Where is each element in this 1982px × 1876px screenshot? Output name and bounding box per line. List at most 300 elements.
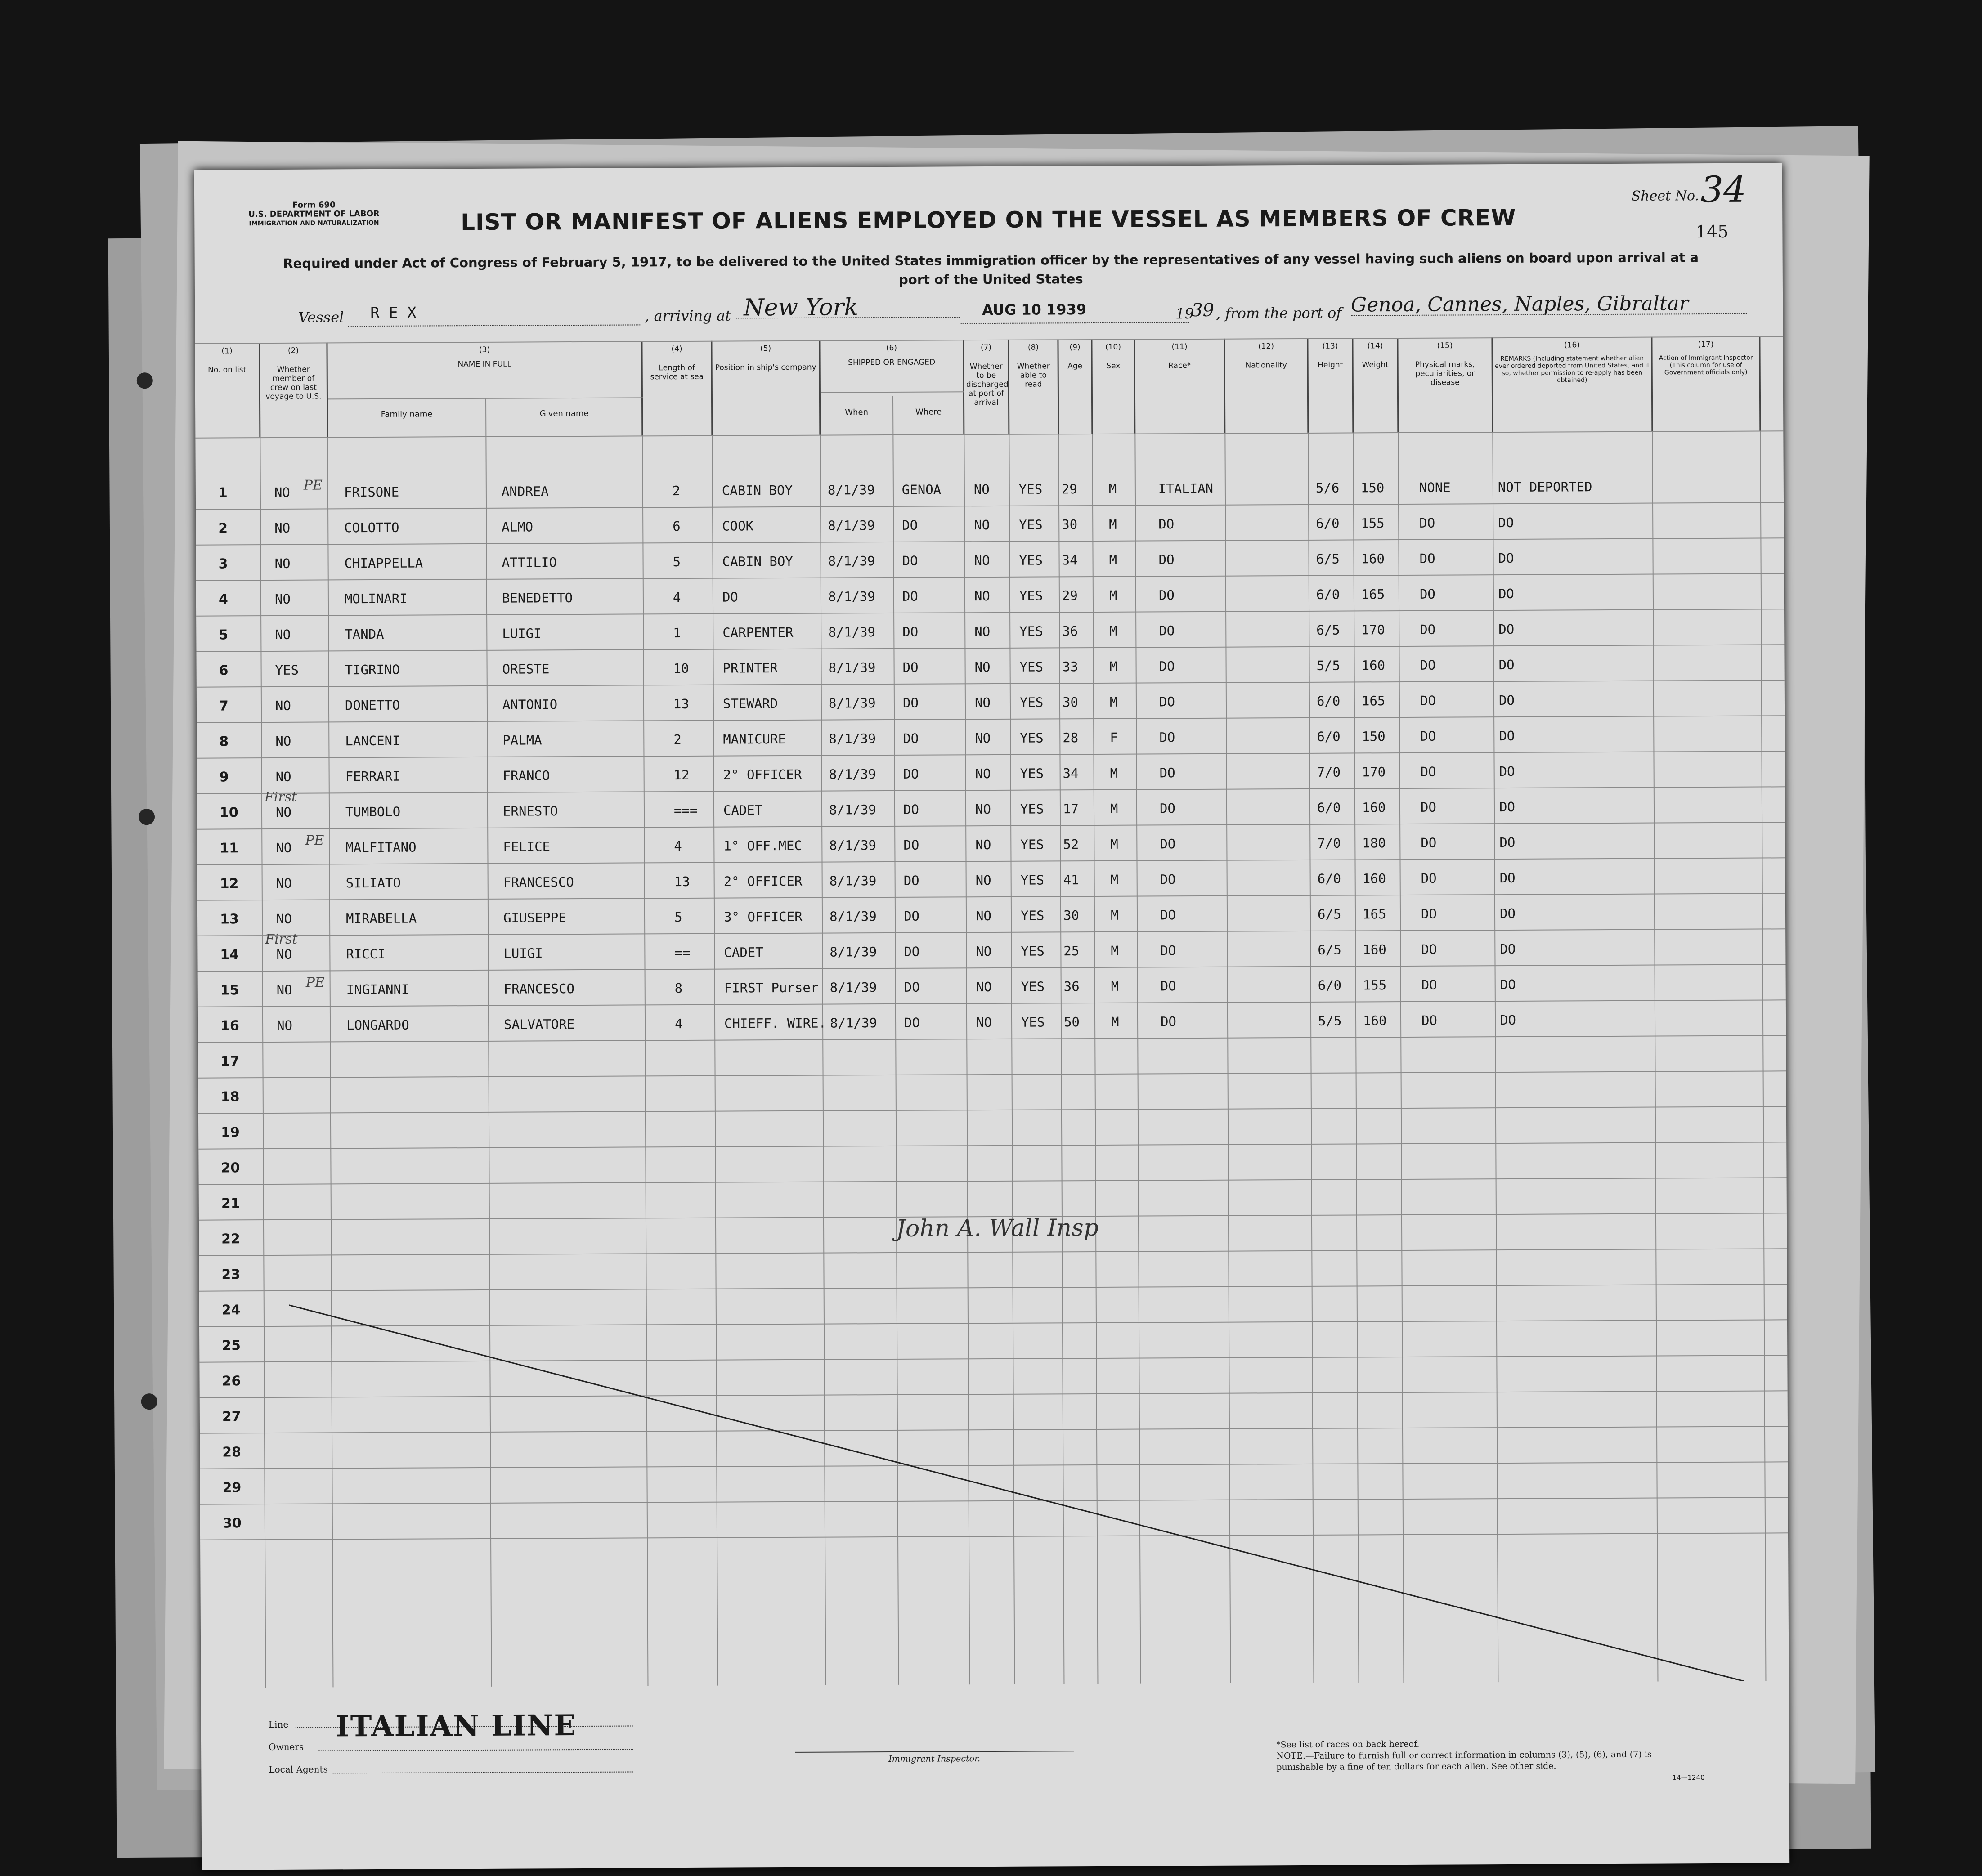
discharged: NO (975, 766, 991, 782)
height: 5/5 (1316, 658, 1341, 673)
sex: M (1110, 907, 1119, 923)
remarks: DO (1498, 621, 1515, 637)
binder-hole (137, 372, 153, 389)
able-to-read: YES (1020, 837, 1044, 852)
shipped-when: 8/1/39 (830, 980, 877, 995)
remarks: DO (1499, 799, 1515, 815)
arrival-date-stamp: AUG 10 1939 (960, 300, 1189, 324)
family-name: RICCI (346, 946, 386, 962)
column-number: (11) (1171, 342, 1188, 352)
race: DO (1159, 730, 1175, 745)
sheet-number-value: 34 (1700, 168, 1747, 211)
column-number: (10) (1105, 342, 1121, 352)
shipped-where: DO (902, 553, 918, 569)
family-name: SILIATO (345, 875, 401, 891)
column-number: (6) (886, 343, 897, 353)
form-service: IMMIGRATION AND NATURALIZATION (249, 219, 379, 228)
able-to-read: YES (1020, 730, 1044, 746)
service-length: 10 (673, 660, 689, 676)
given-name-subheader: Given name (539, 408, 589, 419)
discharged: NO (974, 517, 990, 533)
strike-line (289, 1299, 1744, 1688)
height: 7/0 (1317, 764, 1341, 780)
binder-hole (139, 809, 155, 825)
age: 36 (1063, 979, 1080, 994)
crew-last-voyage: YES (275, 662, 299, 678)
weight: 160 (1363, 1013, 1387, 1029)
physical-marks: DO (1419, 551, 1435, 566)
row-number: 24 (221, 1302, 241, 1318)
vessel-label: Vessel (298, 309, 344, 326)
row-number: 14 (220, 947, 239, 963)
service-length: 12 (673, 767, 690, 783)
service-length: 5 (673, 554, 681, 570)
height: 6/0 (1316, 693, 1341, 709)
owners-label: Owners (269, 1741, 304, 1753)
crew-last-voyage: NO (276, 875, 292, 891)
column-label: Nationality (1245, 361, 1287, 370)
race: DO (1160, 872, 1176, 887)
given-name: LUIGI (503, 945, 543, 961)
sex: M (1109, 658, 1118, 674)
column-label: Race* (1168, 361, 1191, 371)
weight: 155 (1363, 977, 1387, 993)
local-agents-field (332, 1760, 633, 1773)
column-label: Sex (1106, 361, 1121, 371)
remarks: DO (1499, 763, 1515, 779)
race: DO (1158, 516, 1175, 532)
shipped-when: 8/1/39 (829, 766, 876, 782)
column-number: (8) (1027, 343, 1039, 352)
shipped-when: 8/1/39 (829, 909, 877, 924)
service-length: 2 (672, 483, 681, 499)
remarks: DO (1498, 657, 1515, 673)
given-name: ORESTE (502, 661, 550, 677)
race: DO (1159, 694, 1175, 710)
height: 5/6 (1315, 480, 1340, 496)
race: DO (1160, 836, 1176, 852)
shipped-where: DO (903, 730, 919, 746)
family-name: LANCENI (345, 733, 400, 749)
physical-marks: DO (1421, 870, 1437, 886)
age: 34 (1062, 552, 1078, 568)
shipped-when: 8/1/39 (828, 624, 876, 640)
height: 6/0 (1316, 515, 1340, 531)
vessel-name: R E X (348, 303, 640, 327)
shipped-where: DO (902, 517, 918, 533)
column-label: Action of Immigrant Inspector (This column for use of Government officials only) (1659, 354, 1753, 376)
remarks: DO (1499, 870, 1516, 886)
weight: 150 (1360, 480, 1385, 496)
pencil-annotation: PE (303, 477, 323, 493)
shipped-where: DO (902, 624, 919, 640)
shipped-when: 8/1/39 (828, 589, 875, 604)
service-length: 4 (674, 838, 682, 854)
shipped-where: DO (903, 801, 919, 817)
row-number: 30 (222, 1515, 242, 1531)
position: STEWARD (722, 696, 778, 712)
discharged: NO (974, 624, 991, 640)
physical-marks: DO (1420, 799, 1436, 815)
service-length: 1 (673, 625, 681, 641)
age: 52 (1063, 837, 1079, 852)
remarks: DO (1498, 550, 1514, 566)
age: 30 (1062, 694, 1078, 710)
column-number: (9) (1069, 343, 1081, 352)
sex: M (1108, 481, 1117, 497)
physical-marks: DO (1420, 657, 1436, 673)
able-to-read: YES (1019, 694, 1044, 710)
race: DO (1159, 801, 1175, 816)
discharged: NO (976, 1015, 992, 1030)
physical-marks: DO (1421, 906, 1437, 922)
weight: 165 (1362, 906, 1386, 922)
race: DO (1159, 765, 1175, 781)
race: DO (1160, 943, 1176, 958)
weight: 170 (1361, 622, 1385, 638)
row-number: 16 (220, 1018, 239, 1034)
row-number: 2 (218, 520, 228, 537)
service-length: 4 (673, 590, 681, 605)
position: CADET (724, 945, 763, 960)
physical-marks: DO (1420, 728, 1436, 744)
pencil-annotation: PE (305, 975, 325, 991)
crew-last-voyage: NO (275, 627, 291, 642)
age: 30 (1063, 908, 1080, 923)
sex: M (1110, 801, 1118, 816)
service-length: 6 (673, 519, 681, 534)
shipped-where: DO (903, 766, 919, 782)
row-number: 4 (218, 591, 228, 608)
remarks: DO (1500, 976, 1516, 993)
row-number: 1 (218, 485, 228, 501)
cancellation-line (195, 336, 1789, 1688)
physical-marks: DO (1421, 835, 1437, 851)
row-number: 7 (219, 698, 229, 714)
given-name: SALVATORE (503, 1016, 575, 1032)
crew-last-voyage: NO (274, 520, 291, 536)
family-name: LONGARDO (346, 1017, 409, 1033)
pencil-annotation: First (265, 931, 298, 948)
discharged: NO (975, 873, 991, 888)
local-agents-label: Local Agents (269, 1764, 328, 1775)
able-to-read: YES (1020, 766, 1044, 781)
position: FIRST Purser (724, 980, 819, 996)
column-number: (17) (1698, 340, 1714, 349)
shipped-when: 8/1/39 (828, 695, 876, 711)
service-length: 2 (673, 732, 682, 748)
column-number: (1) (221, 346, 233, 356)
crew-last-voyage: NO (276, 982, 292, 998)
family-name: FRISONE (344, 484, 399, 500)
row-number: 19 (221, 1124, 240, 1141)
race: ITALIAN (1158, 480, 1214, 497)
able-to-read: YES (1020, 801, 1044, 817)
page-title: LIST OR MANIFEST OF ALIENS EMPLOYED ON THE VESSEL AS MEMBERS OF CREW (461, 204, 1516, 236)
given-name: ANDREA (501, 484, 549, 499)
race: DO (1159, 658, 1175, 674)
race: DO (1158, 587, 1175, 603)
height: 6/0 (1318, 977, 1342, 993)
position: CARPENTER (722, 624, 794, 640)
family-name: COLOTTO (344, 519, 399, 536)
column-number: (3) (479, 345, 490, 354)
crew-last-voyage: NO (276, 911, 292, 927)
family-name: TUMBOLO (345, 804, 401, 820)
height: 6/5 (1317, 906, 1341, 922)
able-to-read: YES (1019, 659, 1044, 675)
column-number: (5) (760, 344, 771, 354)
age: 29 (1061, 481, 1077, 497)
sex: M (1109, 694, 1118, 710)
discharged: NO (974, 659, 991, 675)
age: 50 (1063, 1014, 1080, 1030)
age: 29 (1062, 588, 1078, 604)
crew-last-voyage: NO (275, 804, 291, 820)
discharged: NO (975, 801, 991, 817)
age: 28 (1063, 730, 1079, 746)
year-prefix: 19 (1175, 305, 1194, 322)
crew-last-voyage: NO (276, 840, 292, 855)
position: CABIN BOY (722, 553, 793, 569)
age: 25 (1063, 943, 1080, 959)
age: 33 (1062, 659, 1078, 675)
discharged: NO (975, 730, 991, 746)
weight: 160 (1362, 800, 1386, 815)
age: 41 (1063, 872, 1079, 888)
weight: 150 (1362, 729, 1386, 744)
given-name: FRANCO (502, 768, 550, 784)
height: 6/5 (1316, 622, 1340, 638)
footer-notes (1276, 1737, 1681, 1773)
family-name: TIGRINO (345, 662, 400, 678)
shipped-where: DO (904, 1015, 920, 1030)
column-number: (16) (1564, 340, 1580, 350)
discharged: NO (974, 553, 990, 569)
row-number: 26 (222, 1373, 241, 1389)
row-number: 21 (221, 1195, 240, 1212)
remarks: DO (1498, 515, 1514, 531)
owners-field (318, 1738, 633, 1751)
able-to-read: YES (1018, 481, 1043, 497)
year-suffix: 39 (1191, 300, 1215, 321)
column-number: (2) (287, 346, 299, 355)
remarks: NOT DEPORTED (1498, 479, 1592, 495)
pencil-annotation: PE (305, 833, 324, 849)
row-number: 6 (219, 663, 229, 679)
position: 3° OFFICER (723, 909, 803, 925)
where-subheader: Where (915, 407, 942, 417)
shipped-where: DO (902, 588, 918, 604)
row-number: 12 (220, 876, 239, 892)
row-number: 25 (222, 1338, 241, 1354)
column-label: Length of service at sea (650, 363, 704, 382)
crew-last-voyage: NO (276, 946, 292, 962)
line-label: Line (268, 1719, 289, 1730)
family-name-subheader: Family name (381, 409, 433, 419)
races-note: *See list of races on back hereof. (1276, 1739, 1420, 1750)
column-number: (7) (980, 343, 992, 353)
physical-marks: DO (1421, 977, 1437, 993)
penalty-note: NOTE.—Failure to furnish full or correct information in columns (3), (5), (6), and (7) is punishable by a fine of ten dollars for each alien. See other side. (1276, 1749, 1652, 1773)
physical-marks: DO (1421, 1012, 1438, 1028)
given-name: LUIGI (502, 626, 542, 641)
shipped-where: DO (904, 944, 920, 959)
inspector-signature: John A. Wall Insp (896, 1214, 1099, 1242)
row-number: 5 (219, 627, 229, 643)
sheet-number-label: Sheet No. (1631, 188, 1699, 204)
discharged: NO (973, 482, 990, 497)
service-length: 13 (673, 696, 689, 712)
line-stamp: ITALIAN LINE (336, 1709, 577, 1744)
height: 6/0 (1316, 587, 1340, 602)
able-to-read: YES (1019, 588, 1043, 604)
age: 17 (1063, 801, 1079, 817)
crew-last-voyage: NO (274, 555, 291, 571)
sex: M (1109, 516, 1117, 532)
column-label: REMARKS (Including statement whether alien ever ordered deported from United States, and if so, whether permission to re-apply has been obtained) (1495, 354, 1650, 384)
row-number: 9 (219, 769, 229, 785)
family-name: CHIAPPELLA (344, 555, 423, 571)
crew-last-voyage: NO (275, 769, 291, 784)
age: 36 (1062, 623, 1078, 639)
family-name: MIRABELLA (345, 910, 417, 927)
service-length: 4 (674, 1016, 683, 1032)
shipped-where: DO (902, 659, 919, 675)
sex: M (1109, 587, 1117, 603)
row-number: 28 (222, 1444, 242, 1460)
given-name: FRANCESCO (503, 981, 574, 997)
given-name: BENEDETTO (502, 590, 573, 606)
discharged: NO (976, 944, 992, 959)
discharged: NO (976, 979, 992, 995)
weight: 160 (1363, 942, 1386, 958)
column-number: (13) (1322, 341, 1338, 351)
arriving-port: New York (735, 295, 960, 318)
sex: M (1111, 943, 1119, 958)
height: 6/5 (1316, 551, 1340, 567)
shipped-where: DO (903, 837, 919, 853)
height: 5/5 (1318, 1013, 1342, 1029)
column-number: (14) (1367, 341, 1383, 351)
row-number: 13 (220, 911, 239, 927)
binder-hole (141, 1393, 157, 1410)
manifest-page (194, 163, 1789, 1870)
shipped-when: 8/1/39 (829, 837, 877, 853)
physical-marks: DO (1421, 941, 1437, 957)
race: DO (1159, 623, 1175, 639)
able-to-read: YES (1019, 552, 1043, 568)
race: DO (1160, 978, 1176, 994)
height: 7/0 (1317, 835, 1341, 851)
discharged: NO (974, 588, 990, 604)
given-name: ANTONIO (502, 697, 558, 712)
crew-last-voyage: NO (274, 591, 291, 607)
physical-marks: NONE (1419, 479, 1451, 495)
sex: F (1110, 730, 1118, 745)
weight: 180 (1362, 835, 1386, 851)
remarks: DO (1499, 728, 1515, 744)
position: PRINTER (722, 660, 778, 676)
weight: 160 (1361, 658, 1386, 673)
column-label: Whether able to read (1017, 362, 1050, 389)
height: 6/0 (1317, 729, 1341, 744)
row-number: 11 (220, 840, 239, 856)
able-to-read: YES (1019, 517, 1043, 533)
shipped-when: 8/1/39 (829, 731, 876, 747)
position: DO (722, 589, 738, 605)
column-label: Whether member of crew on last voyage to U.S. (265, 365, 322, 402)
position: 2° OFFICER (723, 766, 802, 783)
column-label: Physical marks, peculiarities, or disease (1415, 360, 1475, 387)
able-to-read: YES (1020, 908, 1045, 923)
family-name: MALFITANO (345, 839, 417, 855)
row-number: 20 (221, 1160, 240, 1176)
remarks: DO (1499, 834, 1516, 851)
discharged: NO (974, 695, 991, 711)
shipped-when: 8/1/39 (827, 482, 875, 498)
from-port-label: , from the port of (1216, 304, 1342, 322)
shipped-when: 8/1/39 (828, 553, 875, 569)
sex: M (1110, 872, 1119, 887)
race: DO (1158, 552, 1175, 568)
row-number: 17 (220, 1053, 240, 1070)
family-name: DONETTO (345, 697, 400, 713)
given-name: GIUSEPPE (503, 910, 566, 926)
family-name: INGIANNI (346, 981, 409, 998)
race: DO (1160, 1014, 1177, 1030)
shipped-when: 8/1/39 (828, 660, 876, 676)
weight: 165 (1361, 587, 1385, 602)
sex: M (1109, 552, 1117, 568)
crew-table (195, 336, 1789, 1688)
column-number: (15) (1437, 341, 1453, 350)
position: 2° OFFICER (723, 873, 803, 889)
given-name: ALMO (502, 519, 534, 535)
column-label: SHIPPED OR ENGAGED (848, 358, 936, 367)
from-ports: Genoa, Cannes, Naples, Gibraltar (1351, 292, 1747, 316)
family-name: TANDA (345, 626, 384, 642)
able-to-read: YES (1020, 872, 1045, 888)
remarks: DO (1498, 586, 1514, 602)
shipped-when: 8/1/39 (828, 518, 875, 533)
able-to-read: YES (1021, 979, 1045, 994)
sheet-stamp: 145 (1695, 221, 1729, 242)
discharged: NO (975, 837, 991, 853)
shipped-when: 8/1/39 (830, 944, 877, 960)
given-name: FELICE (503, 839, 551, 855)
sex: M (1109, 623, 1117, 639)
able-to-read: YES (1021, 943, 1045, 959)
crew-last-voyage: NO (276, 1017, 293, 1033)
weight: 160 (1362, 871, 1386, 887)
age: 34 (1063, 766, 1079, 781)
sex: M (1110, 765, 1118, 781)
row-number: 3 (218, 556, 228, 572)
physical-marks: DO (1419, 586, 1435, 602)
sex: M (1111, 978, 1119, 994)
row-number: 22 (221, 1231, 240, 1247)
weight: 155 (1361, 515, 1385, 531)
column-label: NAME IN FULL (457, 359, 511, 369)
column-label: Age (1067, 362, 1083, 371)
sex: M (1111, 1014, 1119, 1030)
column-label: Position in ship's company (715, 363, 816, 372)
weight: 170 (1362, 764, 1386, 780)
position: COOK (722, 518, 754, 534)
row-number: 15 (220, 982, 239, 998)
shipped-where: GENOA (901, 482, 942, 497)
